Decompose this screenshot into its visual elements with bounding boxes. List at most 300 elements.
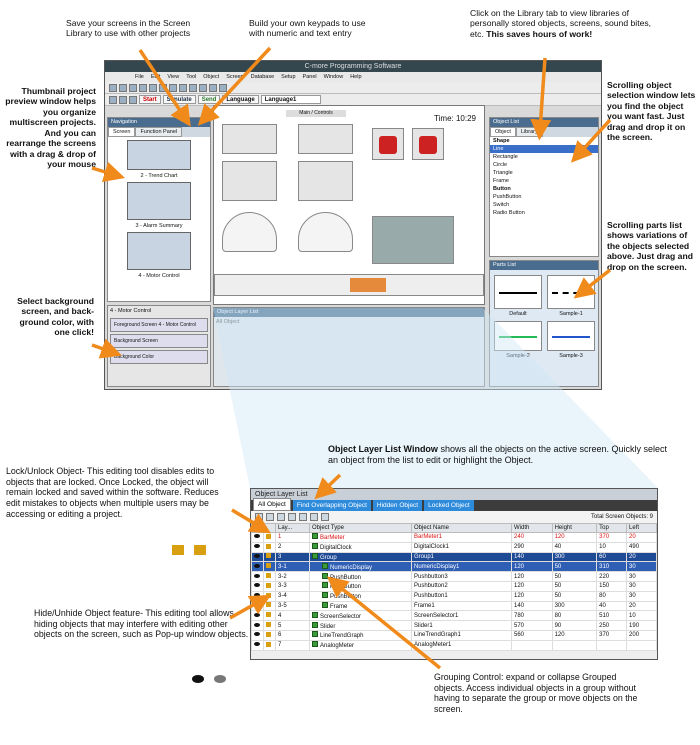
object-type-text: NumericDisplay xyxy=(330,564,373,571)
cell-height: 50 xyxy=(552,591,597,601)
redo-icon[interactable] xyxy=(189,84,197,92)
lock-icon[interactable] xyxy=(266,534,271,539)
row-lock-cell[interactable] xyxy=(264,552,276,562)
undo-icon[interactable] xyxy=(179,84,187,92)
background-panel-title: 4 - Motor Control xyxy=(110,308,152,314)
cell-height: 300 xyxy=(552,552,597,562)
object-type-text: LineTrendGraph xyxy=(320,633,364,640)
callout-build-keypads: Build your own keypads to use with numeric and text entry xyxy=(249,18,366,39)
language-select[interactable]: Language1 xyxy=(261,95,321,104)
cell-top: 370 xyxy=(597,533,627,543)
cell-width: 140 xyxy=(512,601,553,611)
cell-width: 780 xyxy=(512,611,553,621)
total-objects: Total Screen Objects: 9 xyxy=(590,514,653,520)
eye-icon xyxy=(192,675,204,683)
hmc-panel-1[interactable] xyxy=(222,124,277,154)
language-label: Language xyxy=(222,95,258,104)
col-left[interactable]: Left xyxy=(627,524,657,533)
thumbnail-label: 4 - Motor Control xyxy=(138,273,180,279)
draw-icon[interactable] xyxy=(109,96,117,104)
eye-icon[interactable] xyxy=(254,623,260,627)
parts-list-panel xyxy=(489,260,599,387)
menu-edit[interactable]: Edit xyxy=(150,74,161,80)
cell-top xyxy=(597,640,627,650)
cell-top: 510 xyxy=(597,611,627,621)
cell-height: 120 xyxy=(552,533,597,543)
start-button[interactable]: Start xyxy=(139,95,161,104)
row-visibility-cell[interactable] xyxy=(252,533,264,543)
cell-layer: 3-3 xyxy=(276,581,310,591)
object-type-icon xyxy=(312,631,318,637)
cut-icon[interactable] xyxy=(149,84,157,92)
lock-icon[interactable] xyxy=(266,553,271,558)
object-list-title: Object List xyxy=(490,118,598,127)
eye-icon[interactable] xyxy=(254,632,260,636)
object-type-icon xyxy=(322,563,328,569)
lock-icon[interactable] xyxy=(266,513,274,521)
group-shape[interactable]: Shape xyxy=(493,138,510,144)
object-type-text: AnalogMeter xyxy=(320,643,355,650)
move-up-icon[interactable] xyxy=(299,513,307,521)
eye-icon[interactable] xyxy=(254,574,260,578)
callout-hide-unhide: Hide/Unhide Object feature- This editing tool allows hiding objects that may interfere with editing other objects on the screen, such as Pop-up window objects. xyxy=(34,608,249,640)
italic-icon[interactable] xyxy=(129,96,137,104)
menu-setup[interactable]: Setup xyxy=(281,74,296,80)
cell-width: 120 xyxy=(512,591,553,601)
tab-screen[interactable]: Screen xyxy=(108,127,135,137)
menu-file[interactable]: File xyxy=(135,74,144,80)
object-list-panel xyxy=(489,117,599,257)
menu-screen[interactable]: Screen xyxy=(226,74,244,80)
main-window xyxy=(104,60,602,390)
tab-hidden-object[interactable]: Hidden Object xyxy=(373,500,422,511)
simulate-button[interactable]: Simulate xyxy=(163,95,196,104)
object-type-icon xyxy=(312,533,318,539)
object-type-text: Slider xyxy=(320,623,336,630)
send-back-icon[interactable] xyxy=(288,513,296,521)
object-type-icon xyxy=(312,612,318,618)
row-lock-cell[interactable] xyxy=(264,581,276,591)
toolbar-1 xyxy=(105,82,601,94)
row-lock-cell[interactable] xyxy=(264,572,276,582)
cell-layer: 3-1 xyxy=(276,562,310,572)
lock-icon[interactable] xyxy=(266,593,271,598)
small-layer-tab[interactable]: All Object xyxy=(216,319,240,325)
hmc-panel-2[interactable] xyxy=(298,124,353,154)
layer-list-title: Object Layer List xyxy=(251,489,657,500)
cell-object-name: DigitalClock1 xyxy=(412,542,512,552)
menu-tool[interactable]: Tool xyxy=(186,74,197,80)
cell-left: 190 xyxy=(627,621,657,631)
table-row[interactable] xyxy=(252,630,657,640)
cell-object-name: Pushbutton2 xyxy=(412,581,512,591)
part-sample-3[interactable] xyxy=(547,321,595,351)
row-visibility-cell[interactable] xyxy=(252,542,264,552)
thumbnail-alarm-summary[interactable] xyxy=(127,182,191,220)
cell-left: 30 xyxy=(627,572,657,582)
cell-top: 60 xyxy=(597,552,627,562)
row-visibility-cell[interactable] xyxy=(252,552,264,562)
cell-object-type xyxy=(310,542,412,552)
table-row[interactable] xyxy=(252,621,657,631)
move-down-icon[interactable] xyxy=(310,513,318,521)
lock-icon[interactable] xyxy=(266,602,271,607)
layer-table xyxy=(251,523,657,651)
cell-top: 40 xyxy=(597,601,627,611)
navigation-panel xyxy=(107,117,211,302)
table-row[interactable] xyxy=(252,611,657,621)
cell-layer: 7 xyxy=(276,640,310,650)
object-item-switch[interactable]: Switch xyxy=(493,202,510,208)
object-type-icon xyxy=(312,622,318,628)
callout-save-screens: Save your screens in the Screen Library to use with other projects xyxy=(66,18,191,39)
part-label: Sample-1 xyxy=(559,311,583,317)
part-label: Sample-2 xyxy=(506,353,530,359)
col-object-name[interactable]: Object Name xyxy=(412,524,512,533)
tab-object[interactable]: Object xyxy=(490,127,516,137)
col-width[interactable]: Width xyxy=(512,524,553,533)
cell-height: 90 xyxy=(552,621,597,631)
lock-icon[interactable] xyxy=(266,642,271,647)
motor-image-2[interactable] xyxy=(298,161,353,201)
object-type-icon xyxy=(322,602,328,608)
cell-width: 120 xyxy=(512,572,553,582)
line-trend-graph[interactable] xyxy=(372,216,454,264)
unlock-icon xyxy=(172,545,184,555)
motor-image-1[interactable] xyxy=(222,161,277,201)
cell-height: 300 xyxy=(552,601,597,611)
cell-left: 20 xyxy=(627,552,657,562)
part-label: Sample-3 xyxy=(559,353,583,359)
bold-icon[interactable] xyxy=(119,96,127,104)
cell-layer: 3-2 xyxy=(276,572,310,582)
eye-icon[interactable] xyxy=(254,554,260,558)
thumbnail-motor-control[interactable] xyxy=(127,232,191,270)
layer-list-toolbar xyxy=(251,511,657,523)
cell-width: 570 xyxy=(512,621,553,631)
foreground-screen-item[interactable]: Foreground Screen 4 - Motor Control xyxy=(110,318,208,332)
cell-object-name: Pushbutton1 xyxy=(412,591,512,601)
object-layer-list-window xyxy=(250,488,658,660)
row-lock-cell[interactable] xyxy=(264,640,276,650)
table-row[interactable] xyxy=(252,552,657,562)
cell-layer: 1 xyxy=(276,533,310,543)
group-button[interactable]: Button xyxy=(493,186,511,192)
thumbnail-trend-chart[interactable] xyxy=(127,140,191,170)
row-lock-cell[interactable] xyxy=(264,621,276,631)
row-visibility-cell[interactable] xyxy=(252,591,264,601)
print-icon[interactable] xyxy=(139,84,147,92)
zoom-icon[interactable] xyxy=(219,84,227,92)
table-row[interactable] xyxy=(252,601,657,611)
cell-layer: 6 xyxy=(276,630,310,640)
cell-height xyxy=(552,640,597,650)
open-icon[interactable] xyxy=(119,84,127,92)
row-visibility-cell[interactable] xyxy=(252,621,264,631)
lock-icon[interactable] xyxy=(266,563,271,568)
cell-left: 30 xyxy=(627,562,657,572)
object-item-radio-button[interactable]: Radio Button xyxy=(493,210,525,216)
object-type-icon xyxy=(322,573,328,579)
cell-width: 290 xyxy=(512,542,553,552)
red-button-1[interactable] xyxy=(372,128,404,160)
row-visibility-cell[interactable] xyxy=(252,581,264,591)
lock-icon xyxy=(194,545,206,555)
col-top[interactable]: Top xyxy=(597,524,627,533)
row-lock-cell[interactable] xyxy=(264,601,276,611)
callout-grouping: Grouping Control: expand or collapse Grouped objects. Access individual objects in a group without having to separate the group or move objects on the screen. xyxy=(434,672,638,715)
lock-icon[interactable] xyxy=(266,612,271,617)
row-lock-cell[interactable] xyxy=(264,611,276,621)
window-title: C-more Programming Software xyxy=(105,61,601,72)
cell-object-type xyxy=(310,611,412,621)
object-type-text: PushButton xyxy=(330,574,362,581)
small-layer-list xyxy=(213,307,485,387)
lock-icon[interactable] xyxy=(266,632,271,637)
analog-meter-1[interactable] xyxy=(222,212,277,252)
cell-height: 120 xyxy=(552,630,597,640)
row-visibility-cell[interactable] xyxy=(252,562,264,572)
cell-layer: 3-4 xyxy=(276,591,310,601)
eye-icon[interactable] xyxy=(254,564,260,568)
cell-left: 490 xyxy=(627,542,657,552)
row-lock-cell[interactable] xyxy=(264,542,276,552)
object-type-icon xyxy=(322,592,328,598)
object-item-rectangle[interactable]: Rectangle xyxy=(493,154,518,160)
row-visibility-cell[interactable] xyxy=(252,630,264,640)
row-lock-cell[interactable] xyxy=(264,591,276,601)
table-row[interactable] xyxy=(252,591,657,601)
menu-help[interactable]: Help xyxy=(350,74,362,80)
copy-icon[interactable] xyxy=(159,84,167,92)
object-type-text: ScreenSelector xyxy=(320,613,362,620)
callout-thumbnail: Thumbnail project preview window helps you organize multiscreen projects. And you can rearrange the screens with a drag & drop of your mouse xyxy=(5,86,96,170)
object-type-text: PushButton xyxy=(330,594,362,601)
cell-height: 50 xyxy=(552,572,597,582)
cell-height: 80 xyxy=(552,611,597,621)
screen-canvas[interactable] xyxy=(213,105,485,305)
cell-left xyxy=(627,640,657,650)
object-item-triangle[interactable]: Triangle xyxy=(493,170,513,176)
lock-icon[interactable] xyxy=(266,544,271,549)
part-sample-2[interactable] xyxy=(494,321,542,351)
cell-object-name: BarMeter1 xyxy=(412,533,512,543)
menu-object[interactable]: Object xyxy=(203,74,220,80)
row-visibility-cell[interactable] xyxy=(252,572,264,582)
cell-top: 250 xyxy=(597,621,627,631)
callout-layer-list xyxy=(328,444,668,466)
cell-layer: 2 xyxy=(276,542,310,552)
tab-all-object[interactable]: All Object xyxy=(253,498,291,511)
cell-object-type xyxy=(310,533,412,543)
cell-object-name: Frame1 xyxy=(412,601,512,611)
menu-database[interactable]: Database xyxy=(250,74,275,80)
eye-icon[interactable] xyxy=(254,603,260,607)
table-row[interactable] xyxy=(252,533,657,543)
cell-width: 140 xyxy=(512,552,553,562)
menu-window[interactable]: Window xyxy=(323,74,344,80)
layer-list-tabs xyxy=(251,500,657,511)
part-sample-1[interactable] xyxy=(547,275,595,309)
col-lock xyxy=(264,524,276,533)
col-visible xyxy=(252,524,264,533)
menu-view[interactable]: View xyxy=(167,74,180,80)
row-lock-cell[interactable] xyxy=(264,533,276,543)
paste-icon[interactable] xyxy=(169,84,177,92)
table-row[interactable] xyxy=(252,640,657,650)
tab-find-overlapping[interactable]: Find Overlapping Object xyxy=(293,500,371,511)
lock-icon[interactable] xyxy=(266,622,271,627)
group-icon[interactable] xyxy=(321,513,329,521)
eye-icon[interactable] xyxy=(254,583,260,587)
cell-width: 120 xyxy=(512,581,553,591)
row-visibility-cell[interactable] xyxy=(252,601,264,611)
save-icon[interactable] xyxy=(129,84,137,92)
background-panel xyxy=(107,305,211,387)
tab-library[interactable]: Library xyxy=(516,127,543,137)
cell-object-type xyxy=(310,562,412,572)
screen-selector[interactable] xyxy=(214,274,484,296)
lock-icons xyxy=(172,542,206,558)
cell-left: 20 xyxy=(627,601,657,611)
cell-object-name: Pushbutton3 xyxy=(412,572,512,582)
object-type-icon xyxy=(312,543,318,549)
callout-library-tab-bold: This saves hours of work! xyxy=(486,28,593,39)
group-collapse-icon[interactable] xyxy=(312,553,318,559)
object-type-icon xyxy=(322,582,328,588)
eye-icon[interactable] xyxy=(254,642,260,646)
cell-left: 30 xyxy=(627,591,657,601)
eye-icons xyxy=(192,670,226,686)
table-row[interactable] xyxy=(252,562,657,572)
eye-closed-icon xyxy=(214,675,226,683)
small-layer-title: Object Layer List xyxy=(214,308,484,317)
bring-front-icon[interactable] xyxy=(277,513,285,521)
object-type-text: DigitalClock xyxy=(320,545,352,552)
callout-layer-list-text: shows all the objects on the active screen. Quickly select an object from the list to edit or highlight the Object. xyxy=(328,444,668,465)
cell-top: 370 xyxy=(597,630,627,640)
table-row[interactable] xyxy=(252,542,657,552)
eye-icon[interactable] xyxy=(254,593,260,597)
new-icon[interactable] xyxy=(109,84,117,92)
menu-panel[interactable]: Panel xyxy=(302,74,317,80)
col-height[interactable]: Height xyxy=(552,524,597,533)
cell-left: 20 xyxy=(627,533,657,543)
cell-object-name: NumericDisplay1 xyxy=(412,562,512,572)
thumbnail-label: 2 - Trend Chart xyxy=(140,173,178,179)
eye-icon[interactable] xyxy=(254,613,260,617)
cell-object-type xyxy=(310,552,412,562)
object-type-text: PushButton xyxy=(330,584,362,591)
cell-width xyxy=(512,640,553,650)
object-item-circle[interactable]: Circle xyxy=(493,162,508,168)
cell-height: 50 xyxy=(552,562,597,572)
cell-object-name: Slider1 xyxy=(412,621,512,631)
cell-top: 150 xyxy=(597,581,627,591)
table-row[interactable] xyxy=(252,572,657,582)
cell-object-name: ScreenSelector1 xyxy=(412,611,512,621)
row-visibility-cell[interactable] xyxy=(252,640,264,650)
object-item-line[interactable]: Line xyxy=(490,145,598,153)
object-type-text: BarMeter xyxy=(320,535,345,542)
cell-height: 50 xyxy=(552,581,597,591)
background-color-item[interactable]: Background Color xyxy=(110,350,208,364)
menu-bar xyxy=(105,72,601,82)
lock-icon[interactable] xyxy=(266,583,271,588)
row-lock-cell[interactable] xyxy=(264,562,276,572)
callout-scrolling-parts: Scrolling parts list shows variations of the objects selected above. Just drag and drop on the screen. xyxy=(607,220,693,272)
row-visibility-cell[interactable] xyxy=(252,611,264,621)
cell-object-name: Group1 xyxy=(412,552,512,562)
screen-header: Main / Controls xyxy=(286,110,346,117)
cell-object-type xyxy=(310,591,412,601)
tab-locked-object[interactable]: Locked Object xyxy=(424,500,474,511)
cell-object-type xyxy=(310,640,412,650)
grid-icon[interactable] xyxy=(209,84,217,92)
eye-icon[interactable] xyxy=(254,534,260,538)
clock-display: Time: 10:29 xyxy=(434,114,476,123)
col-object-type[interactable]: Object Type xyxy=(310,524,412,533)
cell-height: 40 xyxy=(552,542,597,552)
cell-object-type xyxy=(310,572,412,582)
cell-layer: 3-5 xyxy=(276,601,310,611)
red-button-2[interactable] xyxy=(412,128,444,160)
cell-object-type xyxy=(310,601,412,611)
eye-icon[interactable] xyxy=(255,513,263,521)
callout-background: Select background screen, and back-ground color, with one click! xyxy=(17,296,94,338)
callout-library-tab xyxy=(470,8,660,39)
callout-scrolling-object: Scrolling object selection window lets you find the object you want fast. Just drag and drop it on the screen. xyxy=(607,80,696,143)
object-item-frame[interactable]: Frame xyxy=(493,178,509,184)
cell-object-name: LineTrendGraph1 xyxy=(412,630,512,640)
callout-lock-unlock: Lock/Unlock Object- This editing tool disables edits to objects that are locked. Once Locked, the object will remain locked and saved within the software. Reduces edit mistakes to objects when multiple users may be accessing or editing a project. xyxy=(6,466,219,519)
parts-list-title: Parts List xyxy=(490,261,598,270)
object-item-pushbutton[interactable]: PushButton xyxy=(493,194,522,200)
cell-width: 240 xyxy=(512,533,553,543)
navigation-title: Navigation xyxy=(108,118,210,127)
cell-top: 310 xyxy=(597,562,627,572)
lock-icon[interactable] xyxy=(266,573,271,578)
cell-width: 120 xyxy=(512,562,553,572)
cell-layer: 5 xyxy=(276,621,310,631)
cell-object-type xyxy=(310,621,412,631)
col-layer[interactable]: Lay... xyxy=(276,524,310,533)
cell-object-type xyxy=(310,630,412,640)
align-icon[interactable] xyxy=(199,84,207,92)
cell-layer: 4 xyxy=(276,611,310,621)
callout-library-tab-text: Click on the Library tab to view libraries of personally stored objects, screens, sound bites, etc. xyxy=(470,8,652,39)
background-screen-item[interactable]: Background Screen xyxy=(110,334,208,348)
cell-left: 200 xyxy=(627,630,657,640)
part-default[interactable] xyxy=(494,275,542,309)
cell-top: 220 xyxy=(597,572,627,582)
tab-function-panel[interactable]: Function Panel xyxy=(135,127,182,137)
part-label: Default xyxy=(509,311,527,317)
eye-icon[interactable] xyxy=(254,544,260,548)
cell-left: 10 xyxy=(627,611,657,621)
cell-top: 10 xyxy=(597,542,627,552)
send-button[interactable]: Send xyxy=(198,95,221,104)
cell-left: 30 xyxy=(627,581,657,591)
cell-object-name: AnalogMeter1 xyxy=(412,640,512,650)
cell-top: 80 xyxy=(597,591,627,601)
thumbnail-label: 3 - Alarm Summary xyxy=(135,223,183,229)
row-lock-cell[interactable] xyxy=(264,630,276,640)
object-type-text: Frame xyxy=(330,603,348,610)
table-row[interactable] xyxy=(252,581,657,591)
analog-meter-2[interactable] xyxy=(298,212,353,252)
cell-layer: 3 xyxy=(276,552,310,562)
